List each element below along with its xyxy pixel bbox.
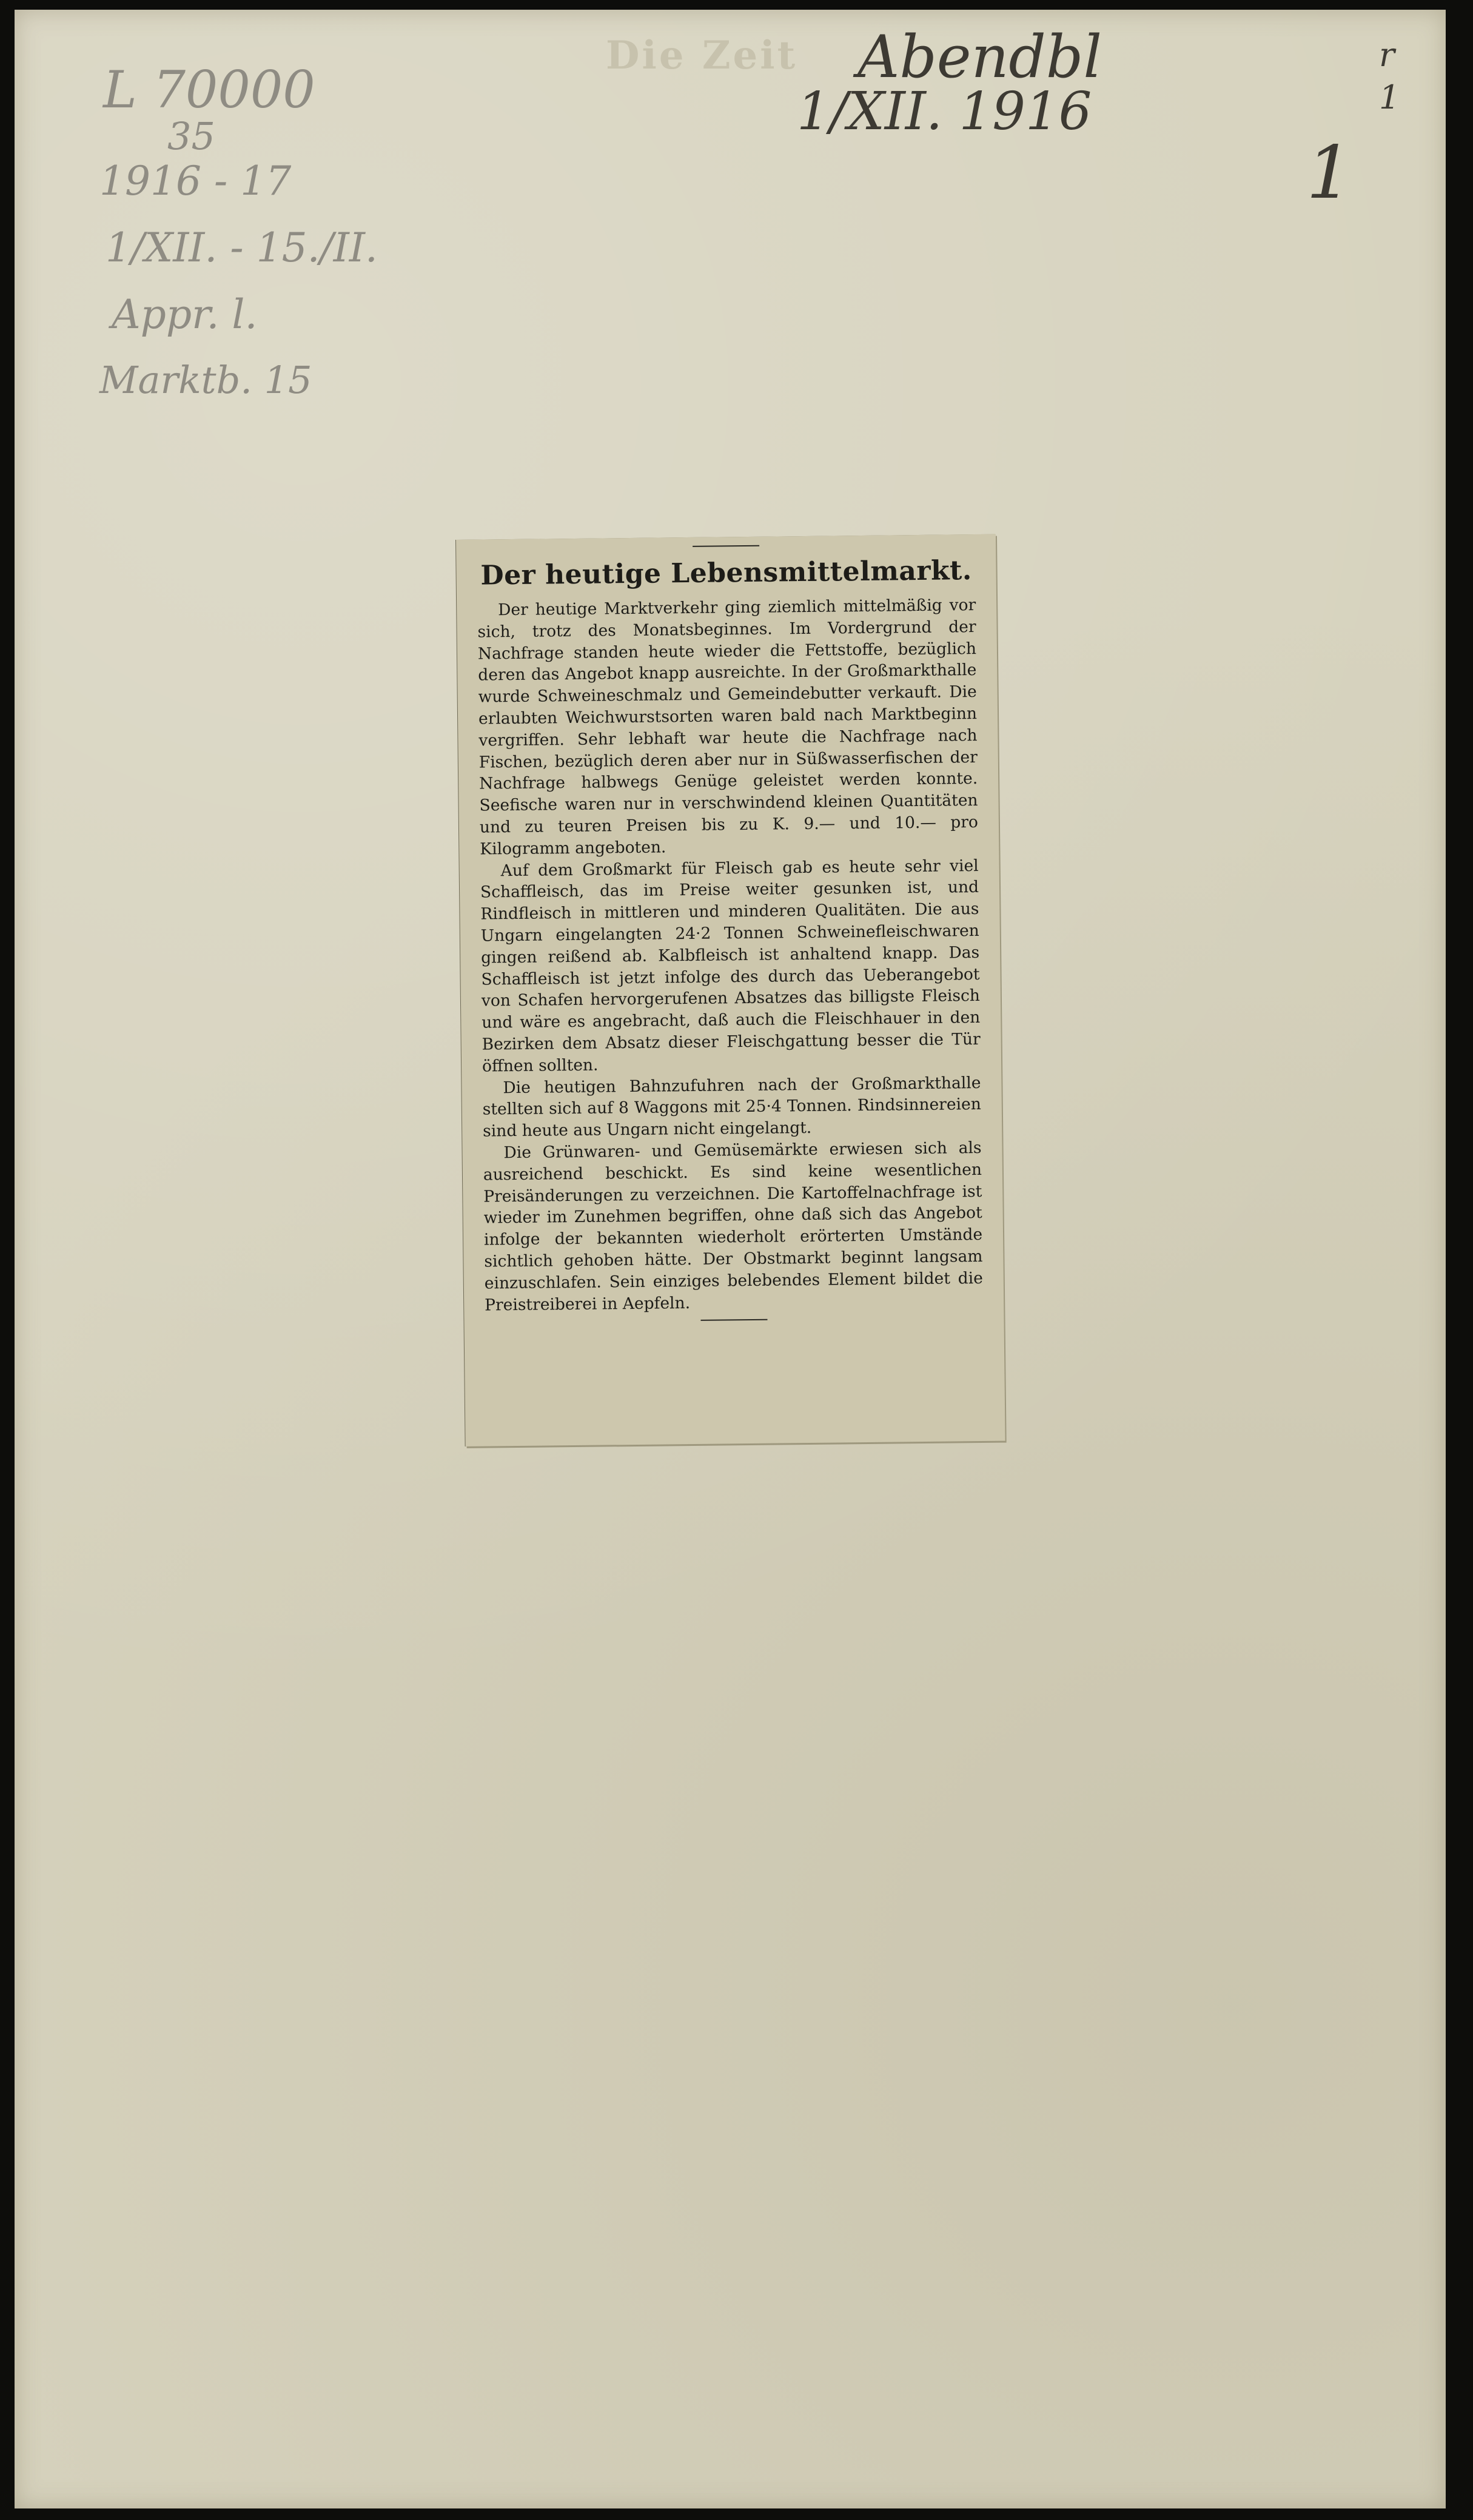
- archive-note-marktb: Marktb. 15: [99, 358, 312, 402]
- archive-note-years: 1916 - 17: [99, 158, 292, 204]
- clipping-bottom-rule: [700, 1319, 767, 1321]
- edition-note: Abendbl: [857, 23, 1102, 91]
- archive-note-appr: Appr. l.: [112, 291, 258, 338]
- archive-note-signature: L 70000: [103, 60, 315, 119]
- archive-note-range: 1/XII. - 15./II.: [106, 224, 378, 271]
- clipping-paragraph: Die Grünwaren- und Gemüsemärkte erwiesen sich als ausreichend beschickt. Es sind keine wesentlichen Preisänderungen zu verzeichnen. Die Kartoffelnachfrage ist wieder im Zunehmen begriffen, ohne daß sich das Angebot infolge der bekannten wiederholt erörterten Umstände sichtlich gehoben hätte. Der Obstmarkt beginnt langsam einzuschlafen. Sein einziges belebendes Element bildet die Preistreiberei in Aepfeln.: [483, 1138, 983, 1315]
- clipping-title: Der heutige Lebensmittelmarkt.: [480, 555, 972, 591]
- archive-note-number: 35: [167, 114, 215, 158]
- date-note: 1/XII. 1916: [797, 81, 1092, 142]
- archive-sheet: [15, 10, 1446, 2508]
- top-right-mark: r 1: [1379, 36, 1400, 116]
- clipping-top-rule: [693, 545, 759, 547]
- masthead-stamp: Die Zeit: [606, 33, 798, 78]
- newspaper-clipping: [456, 534, 1005, 1446]
- clipping-paragraph: Der heutige Marktverkehr ging ziemlich mittelmäßig vor sich, trotz des Monatsbeginnes. Im Vordergrund der Nachfrage standen heute wieder die Fettstoffe, bezüglich deren das Angebot knapp ausreichte. In der Großmarkthalle wurde Schweineschmalz und Gemeindebutter verkauft. Die erlaubten Weichwurstsorten waren bald nach Marktbeginn vergriffen. Sehr lebhaft war heute die Nachfrage nach Fischen, bezüglich deren aber nur in Süßwasserfischen der Nachfrage halbwegs Genüge geleistet werden konnte. Seefische waren nur in verschwindend kleinen Quantitäten und zu teuren Preisen bis zu K. 9.— und 10.— pro Kilogramm angeboten.: [477, 596, 979, 859]
- clipping-paragraph: Die heutigen Bahnzufuhren nach der Großmarkthalle stellten sich auf 8 Waggons mit 25·4 Tonnen. Rindsinnereien sind heute aus Ungarn nicht eingelangt.: [482, 1073, 981, 1141]
- clipping-paragraph: Auf dem Großmarkt für Fleisch gab es heute sehr viel Schaffleisch, das im Preise weiter gesunken ist, und Rindfleisch in mittleren und minderen Qualitäten. Die aus Ungarn eingelangten 24·2 Tonnen Schweinefleischwaren gingen reißend ab. Kalbfleisch ist anhaltend knapp. Das Schaffleisch ist jetzt infolge des durch das Ueberangebot von Schafen hervorgerufenen Absatzes das billigste Fleisch und wäre es angebracht, daß auch die Fleischhauer in den Bezirken dem Absatz dieser Fleischgattung besser die Tür öffnen sollten.: [480, 856, 981, 1076]
- corner-mark: 1: [1306, 131, 1353, 215]
